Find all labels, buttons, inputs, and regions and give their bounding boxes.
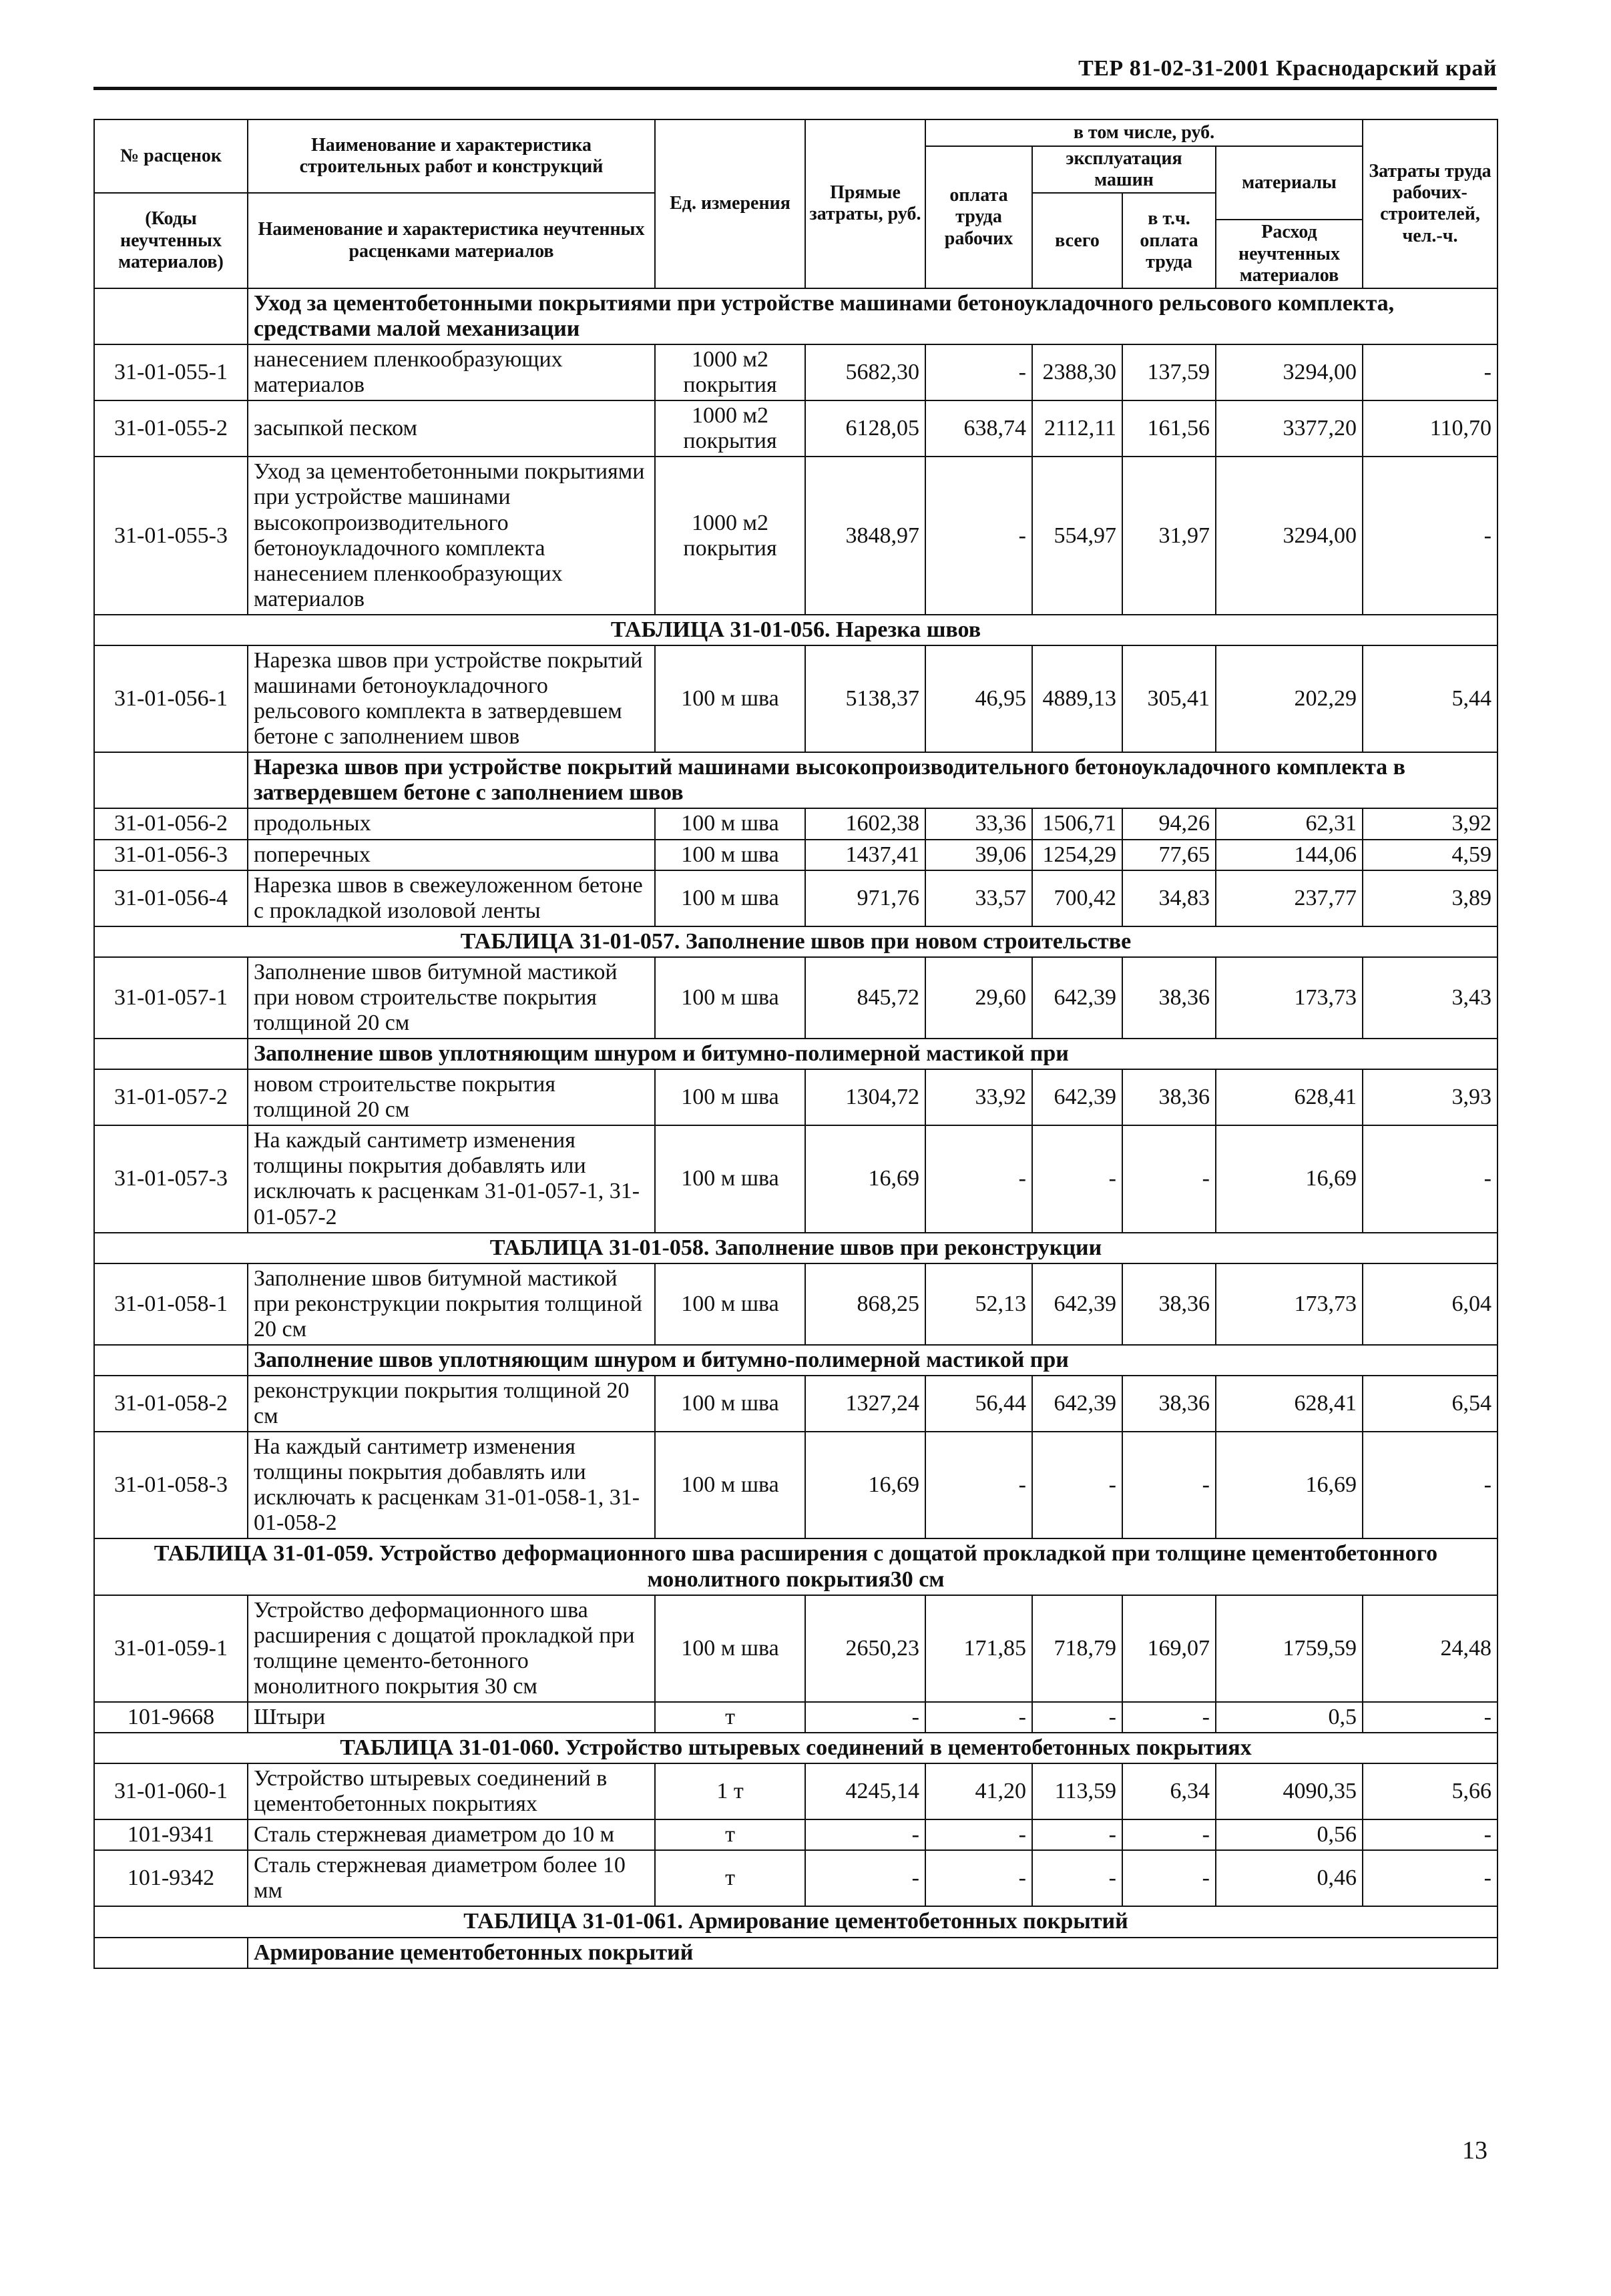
materials-cell: 3294,00 xyxy=(1216,344,1363,400)
machines-total-cell: - xyxy=(1032,1432,1122,1538)
rate-code-cell: 31-01-057-2 xyxy=(94,1069,248,1125)
materials-cell: 1759,59 xyxy=(1216,1595,1363,1702)
machines-total-cell: 718,79 xyxy=(1032,1595,1122,1702)
rate-code-cell: 101-9342 xyxy=(94,1850,248,1906)
col-code-sub-header: (Коды неучтенных материалов) xyxy=(94,193,248,288)
empty-code-cell xyxy=(94,1938,248,1968)
labor-cost-cell: 4,59 xyxy=(1363,840,1498,870)
machines-total-cell: - xyxy=(1032,1125,1122,1232)
materials-cell: 173,73 xyxy=(1216,957,1363,1039)
table-row xyxy=(94,1702,1498,1733)
labor-pay-cell: 33,92 xyxy=(925,1069,1032,1125)
subsection-title-text: Заполнение швов уплотняющим шнуром и битумно-полимерной мастикой при xyxy=(248,1039,1498,1069)
labor-cost-cell: - xyxy=(1363,1819,1498,1850)
machines-total-cell: - xyxy=(1032,1702,1122,1733)
labor-pay-cell: - xyxy=(925,1819,1032,1850)
subsection-title-text: Армирование цементобетонных покрытий xyxy=(248,1938,1498,1968)
table-section-title xyxy=(94,926,1498,957)
direct-cost-cell: 971,76 xyxy=(805,870,925,926)
labor-pay-cell: - xyxy=(925,344,1032,400)
labor-cost-cell: - xyxy=(1363,457,1498,614)
table-row xyxy=(94,1763,1498,1819)
labor-pay-cell: 56,44 xyxy=(925,1376,1032,1432)
table-body xyxy=(94,288,1498,1968)
col-incl-header: в том числе, руб. xyxy=(925,119,1363,146)
labor-cost-cell: - xyxy=(1363,1850,1498,1906)
col-name-sub-header: Наименование и характеристика неучтенных расценками материалов xyxy=(248,193,655,288)
machines-labor-cell: - xyxy=(1122,1432,1216,1538)
materials-cell: 4090,35 xyxy=(1216,1763,1363,1819)
direct-cost-cell: 16,69 xyxy=(805,1125,925,1232)
labor-cost-cell: 3,89 xyxy=(1363,870,1498,926)
table-row xyxy=(94,344,1498,400)
page-number: 13 xyxy=(1462,2136,1487,2165)
unit-cell: 100 м шва xyxy=(655,1125,805,1232)
col-materials-sub-header: Расход неучтенных материалов xyxy=(1216,220,1363,288)
col-code-header xyxy=(94,119,248,193)
labor-cost-cell: 110,70 xyxy=(1363,400,1498,457)
machines-total-cell: 2388,30 xyxy=(1032,344,1122,400)
direct-cost-cell: 845,72 xyxy=(805,957,925,1039)
direct-cost-cell: 5682,30 xyxy=(805,344,925,400)
work-name-cell: Сталь стержневая диаметром до 10 м xyxy=(248,1819,655,1850)
work-name-cell: Уход за цементобетонными покрытиями при устройстве машинами высокопроизводительного бетоноукладочного комплекта нанесением пленкообразующих материалов xyxy=(248,457,655,614)
rates-table xyxy=(93,119,1498,1969)
direct-cost-cell: 1437,41 xyxy=(805,840,925,870)
unit-cell: 100 м шва xyxy=(655,645,805,752)
rate-code-cell: 31-01-058-3 xyxy=(94,1432,248,1538)
machines-labor-cell: 137,59 xyxy=(1122,344,1216,400)
direct-cost-cell: 868,25 xyxy=(805,1263,925,1345)
direct-cost-cell: 1304,72 xyxy=(805,1069,925,1125)
materials-cell: 3377,20 xyxy=(1216,400,1363,457)
work-name-cell: поперечных xyxy=(248,840,655,870)
machines-total-cell: 1254,29 xyxy=(1032,840,1122,870)
work-name-cell: Устройство штыревых соединений в цементобетонных покрытиях xyxy=(248,1763,655,1819)
rate-code-cell: 31-01-059-1 xyxy=(94,1595,248,1702)
table-row xyxy=(94,1069,1498,1125)
table-section-title xyxy=(94,1233,1498,1263)
machines-labor-cell: 31,97 xyxy=(1122,457,1216,614)
machines-labor-cell: 38,36 xyxy=(1122,1376,1216,1432)
rate-code-cell: 31-01-056-2 xyxy=(94,808,248,839)
table-row xyxy=(94,840,1498,870)
work-name-cell: Устройство деформационного шва расширения с дощатой прокладкой при толщине цементо-бетонного монолитного покрытия 30 см xyxy=(248,1595,655,1702)
labor-pay-cell: 29,60 xyxy=(925,957,1032,1039)
materials-cell: 3294,00 xyxy=(1216,457,1363,614)
empty-code-cell xyxy=(94,288,248,344)
machines-labor-cell: 34,83 xyxy=(1122,870,1216,926)
unit-cell: 100 м шва xyxy=(655,808,805,839)
machines-total-cell: 1506,71 xyxy=(1032,808,1122,839)
table-row xyxy=(94,808,1498,839)
rate-code-cell: 31-01-058-1 xyxy=(94,1263,248,1345)
unit-cell: 100 м шва xyxy=(655,1263,805,1345)
machines-labor-cell: 169,07 xyxy=(1122,1595,1216,1702)
materials-cell: 628,41 xyxy=(1216,1376,1363,1432)
work-name-cell: Штыри xyxy=(248,1702,655,1733)
direct-cost-cell: 16,69 xyxy=(805,1432,925,1538)
labor-pay-cell: - xyxy=(925,1702,1032,1733)
machines-total-cell: 642,39 xyxy=(1032,957,1122,1039)
machines-total-cell: - xyxy=(1032,1819,1122,1850)
materials-cell: 0,56 xyxy=(1216,1819,1363,1850)
labor-pay-cell: 33,57 xyxy=(925,870,1032,926)
labor-pay-cell: 52,13 xyxy=(925,1263,1032,1345)
materials-cell: 144,06 xyxy=(1216,840,1363,870)
direct-cost-cell: 5138,37 xyxy=(805,645,925,752)
col-name-label: Наименование и характеристика строительных работ и конструкций xyxy=(299,135,604,178)
labor-pay-cell: - xyxy=(925,1125,1032,1232)
col-machines-header: эксплуатация машин xyxy=(1032,146,1216,193)
table-row xyxy=(94,1125,1498,1232)
table-subsection-title xyxy=(94,1345,1498,1376)
unit-cell: 1 т xyxy=(655,1763,805,1819)
machines-total-cell: 554,97 xyxy=(1032,457,1122,614)
rate-code-cell: 31-01-057-3 xyxy=(94,1125,248,1232)
rate-code-cell: 31-01-055-1 xyxy=(94,344,248,400)
col-materials-header: материалы xyxy=(1216,146,1363,220)
materials-cell: 202,29 xyxy=(1216,645,1363,752)
direct-cost-cell: 3848,97 xyxy=(805,457,925,614)
work-name-cell: На каждый сантиметр изменения толщины покрытия добавлять или исключать к расценкам 31-01-058-1, 31-01-058-2 xyxy=(248,1432,655,1538)
work-name-cell: Нарезка швов при устройстве покрытий машинами бетоноукладочного рельсового комплекта в затвердевшем бетоне с заполнением швов xyxy=(248,645,655,752)
rate-code-cell: 31-01-056-1 xyxy=(94,645,248,752)
labor-cost-cell: 5,44 xyxy=(1363,645,1498,752)
empty-code-cell xyxy=(94,1345,248,1376)
machines-labor-cell: 38,36 xyxy=(1122,1263,1216,1345)
work-name-cell: новом строительстве покрытия толщиной 20 см xyxy=(248,1069,655,1125)
direct-cost-cell: 4245,14 xyxy=(805,1763,925,1819)
materials-cell: 16,69 xyxy=(1216,1432,1363,1538)
machines-labor-cell: - xyxy=(1122,1850,1216,1906)
work-name-cell: Нарезка швов в свежеуложенном бетоне с прокладкой изоловой ленты xyxy=(248,870,655,926)
labor-pay-cell: 33,36 xyxy=(925,808,1032,839)
direct-cost-cell: 6128,05 xyxy=(805,400,925,457)
empty-code-cell xyxy=(94,1039,248,1069)
unit-cell: 1000 м2 покрытия xyxy=(655,344,805,400)
labor-cost-cell: 6,04 xyxy=(1363,1263,1498,1345)
materials-cell: 237,77 xyxy=(1216,870,1363,926)
section-title-text: ТАБЛИЦА 31-01-057. Заполнение швов при новом строительстве xyxy=(94,926,1498,957)
direct-cost-cell: - xyxy=(805,1819,925,1850)
unit-cell: 100 м шва xyxy=(655,1069,805,1125)
table-section-title xyxy=(94,1538,1498,1595)
table-row xyxy=(94,645,1498,752)
direct-cost-cell: - xyxy=(805,1850,925,1906)
table-row xyxy=(94,400,1498,457)
unit-cell: 100 м шва xyxy=(655,870,805,926)
col-unit-header: Ед. измерения xyxy=(655,119,805,288)
machines-total-cell: 2112,11 xyxy=(1032,400,1122,457)
labor-pay-cell: - xyxy=(925,457,1032,614)
machines-total-cell: - xyxy=(1032,1850,1122,1906)
labor-pay-cell: - xyxy=(925,1850,1032,1906)
col-direct-header: Прямые затраты, руб. xyxy=(805,119,925,288)
table-row xyxy=(94,457,1498,614)
labor-pay-cell: - xyxy=(925,1432,1032,1538)
table-row xyxy=(94,1376,1498,1432)
unit-cell: 100 м шва xyxy=(655,840,805,870)
table-section-title xyxy=(94,1906,1498,1937)
work-name-cell: На каждый сантиметр изменения толщины покрытия добавлять или исключать к расценкам 31-01-057-1, 31-01-057-2 xyxy=(248,1125,655,1232)
rate-code-cell: 31-01-055-3 xyxy=(94,457,248,614)
direct-cost-cell: 1602,38 xyxy=(805,808,925,839)
section-title-text: ТАБЛИЦА 31-01-060. Устройство штыревых соединений в цементобетонных покрытиях xyxy=(94,1733,1498,1763)
table-subsection-title xyxy=(94,1039,1498,1069)
col-name-header xyxy=(248,119,655,193)
labor-pay-cell: 171,85 xyxy=(925,1595,1032,1702)
labor-cost-cell: 24,48 xyxy=(1363,1595,1498,1702)
machines-total-cell: 642,39 xyxy=(1032,1376,1122,1432)
materials-cell: 0,46 xyxy=(1216,1850,1363,1906)
machines-labor-cell: 38,36 xyxy=(1122,1069,1216,1125)
table-row xyxy=(94,1850,1498,1906)
table-header xyxy=(94,119,1498,288)
labor-cost-cell: 3,93 xyxy=(1363,1069,1498,1125)
machines-labor-cell: 77,65 xyxy=(1122,840,1216,870)
unit-cell: 1000 м2 покрытия xyxy=(655,457,805,614)
machines-labor-cell: - xyxy=(1122,1702,1216,1733)
work-name-cell: Сталь стержневая диаметром более 10 мм xyxy=(248,1850,655,1906)
unit-cell: т xyxy=(655,1819,805,1850)
labor-cost-cell: 3,92 xyxy=(1363,808,1498,839)
rate-code-cell: 101-9341 xyxy=(94,1819,248,1850)
empty-code-cell xyxy=(94,752,248,808)
section-title-text: ТАБЛИЦА 31-01-059. Устройство деформационного шва расширения с дощатой прокладкой при толщине цементобетонного монолитного покрытия30 см xyxy=(94,1538,1498,1595)
table-row xyxy=(94,1595,1498,1702)
table-subsection-title xyxy=(94,752,1498,808)
machines-labor-cell: - xyxy=(1122,1819,1216,1850)
col-labor-pay-header: оплата труда рабочих xyxy=(925,146,1032,288)
work-name-cell: засыпкой песком xyxy=(248,400,655,457)
labor-cost-cell: 5,66 xyxy=(1363,1763,1498,1819)
materials-cell: 62,31 xyxy=(1216,808,1363,839)
unit-cell: 100 м шва xyxy=(655,1595,805,1702)
rate-code-cell: 31-01-056-4 xyxy=(94,870,248,926)
table-section-title xyxy=(94,1733,1498,1763)
materials-cell: 173,73 xyxy=(1216,1263,1363,1345)
document-code: ТЕР 81-02-31-2001 Краснодарский край xyxy=(1078,56,1497,81)
machines-labor-cell: - xyxy=(1122,1125,1216,1232)
materials-cell: 16,69 xyxy=(1216,1125,1363,1232)
materials-cell: 0,5 xyxy=(1216,1702,1363,1733)
table-row xyxy=(94,870,1498,926)
table-row xyxy=(94,1263,1498,1345)
labor-cost-cell: - xyxy=(1363,1432,1498,1538)
labor-cost-cell: - xyxy=(1363,344,1498,400)
unit-cell: т xyxy=(655,1702,805,1733)
subsection-title-text: Уход за цементобетонными покрытиями при устройстве машинами бетоноукладочного рельсового комплекта, средствами малой механизации xyxy=(248,288,1498,344)
labor-pay-cell: 39,06 xyxy=(925,840,1032,870)
machines-total-cell: 700,42 xyxy=(1032,870,1122,926)
labor-cost-cell: 6,54 xyxy=(1363,1376,1498,1432)
col-machines-total-header: всего xyxy=(1032,193,1122,288)
labor-cost-cell: - xyxy=(1363,1125,1498,1232)
unit-cell: 100 м шва xyxy=(655,1432,805,1538)
work-name-cell: реконструкции покрытия толщиной 20 см xyxy=(248,1376,655,1432)
machines-total-cell: 642,39 xyxy=(1032,1069,1122,1125)
work-name-cell: нанесением пленкообразующих материалов xyxy=(248,344,655,400)
col-machines-labor-header: в т.ч. оплата труда xyxy=(1122,193,1216,288)
col-labor-cost-header: Затраты труда рабочих-строителей, чел.-ч. xyxy=(1363,119,1498,288)
page-header xyxy=(93,53,1497,90)
subsection-title-text: Заполнение швов уплотняющим шнуром и битумно-полимерной мастикой при xyxy=(248,1345,1498,1376)
section-title-text: ТАБЛИЦА 31-01-061. Армирование цементобетонных покрытий xyxy=(94,1906,1498,1937)
subsection-title-text: Нарезка швов при устройстве покрытий машинами высокопроизводительного бетоноукладочного комплекта в затвердевшем бетоне с заполнением швов xyxy=(248,752,1498,808)
section-title-text: ТАБЛИЦА 31-01-056. Нарезка швов xyxy=(94,615,1498,645)
work-name-cell: Заполнение швов битумной мастикой при новом строительстве покрытия толщиной 20 см xyxy=(248,957,655,1039)
work-name-cell: Заполнение швов битумной мастикой при реконструкции покрытия толщиной 20 см xyxy=(248,1263,655,1345)
table-subsection-title xyxy=(94,1938,1498,1968)
machines-labor-cell: 305,41 xyxy=(1122,645,1216,752)
rate-code-cell: 31-01-057-1 xyxy=(94,957,248,1039)
unit-cell: т xyxy=(655,1850,805,1906)
rate-code-cell: 101-9668 xyxy=(94,1702,248,1733)
machines-labor-cell: 161,56 xyxy=(1122,400,1216,457)
table-section-title xyxy=(94,615,1498,645)
rate-code-cell: 31-01-055-2 xyxy=(94,400,248,457)
labor-pay-cell: 41,20 xyxy=(925,1763,1032,1819)
machines-total-cell: 642,39 xyxy=(1032,1263,1122,1345)
direct-cost-cell: - xyxy=(805,1702,925,1733)
labor-pay-cell: 638,74 xyxy=(925,400,1032,457)
direct-cost-cell: 2650,23 xyxy=(805,1595,925,1702)
machines-total-cell: 4889,13 xyxy=(1032,645,1122,752)
machines-total-cell: 113,59 xyxy=(1032,1763,1122,1819)
table-row xyxy=(94,1432,1498,1538)
machines-labor-cell: 38,36 xyxy=(1122,957,1216,1039)
col-code-label: № расценок xyxy=(120,146,222,167)
work-name-cell: продольных xyxy=(248,808,655,839)
unit-cell: 1000 м2 покрытия xyxy=(655,400,805,457)
table-row xyxy=(94,957,1498,1039)
direct-cost-cell: 1327,24 xyxy=(805,1376,925,1432)
labor-cost-cell: - xyxy=(1363,1702,1498,1733)
table-subsection-title xyxy=(94,288,1498,344)
table-row xyxy=(94,1819,1498,1850)
section-title-text: ТАБЛИЦА 31-01-058. Заполнение швов при реконструкции xyxy=(94,1233,1498,1263)
machines-labor-cell: 6,34 xyxy=(1122,1763,1216,1819)
unit-cell: 100 м шва xyxy=(655,957,805,1039)
materials-cell: 628,41 xyxy=(1216,1069,1363,1125)
labor-pay-cell: 46,95 xyxy=(925,645,1032,752)
rate-code-cell: 31-01-056-3 xyxy=(94,840,248,870)
machines-labor-cell: 94,26 xyxy=(1122,808,1216,839)
unit-cell: 100 м шва xyxy=(655,1376,805,1432)
labor-cost-cell: 3,43 xyxy=(1363,957,1498,1039)
rate-code-cell: 31-01-058-2 xyxy=(94,1376,248,1432)
rate-code-cell: 31-01-060-1 xyxy=(94,1763,248,1819)
